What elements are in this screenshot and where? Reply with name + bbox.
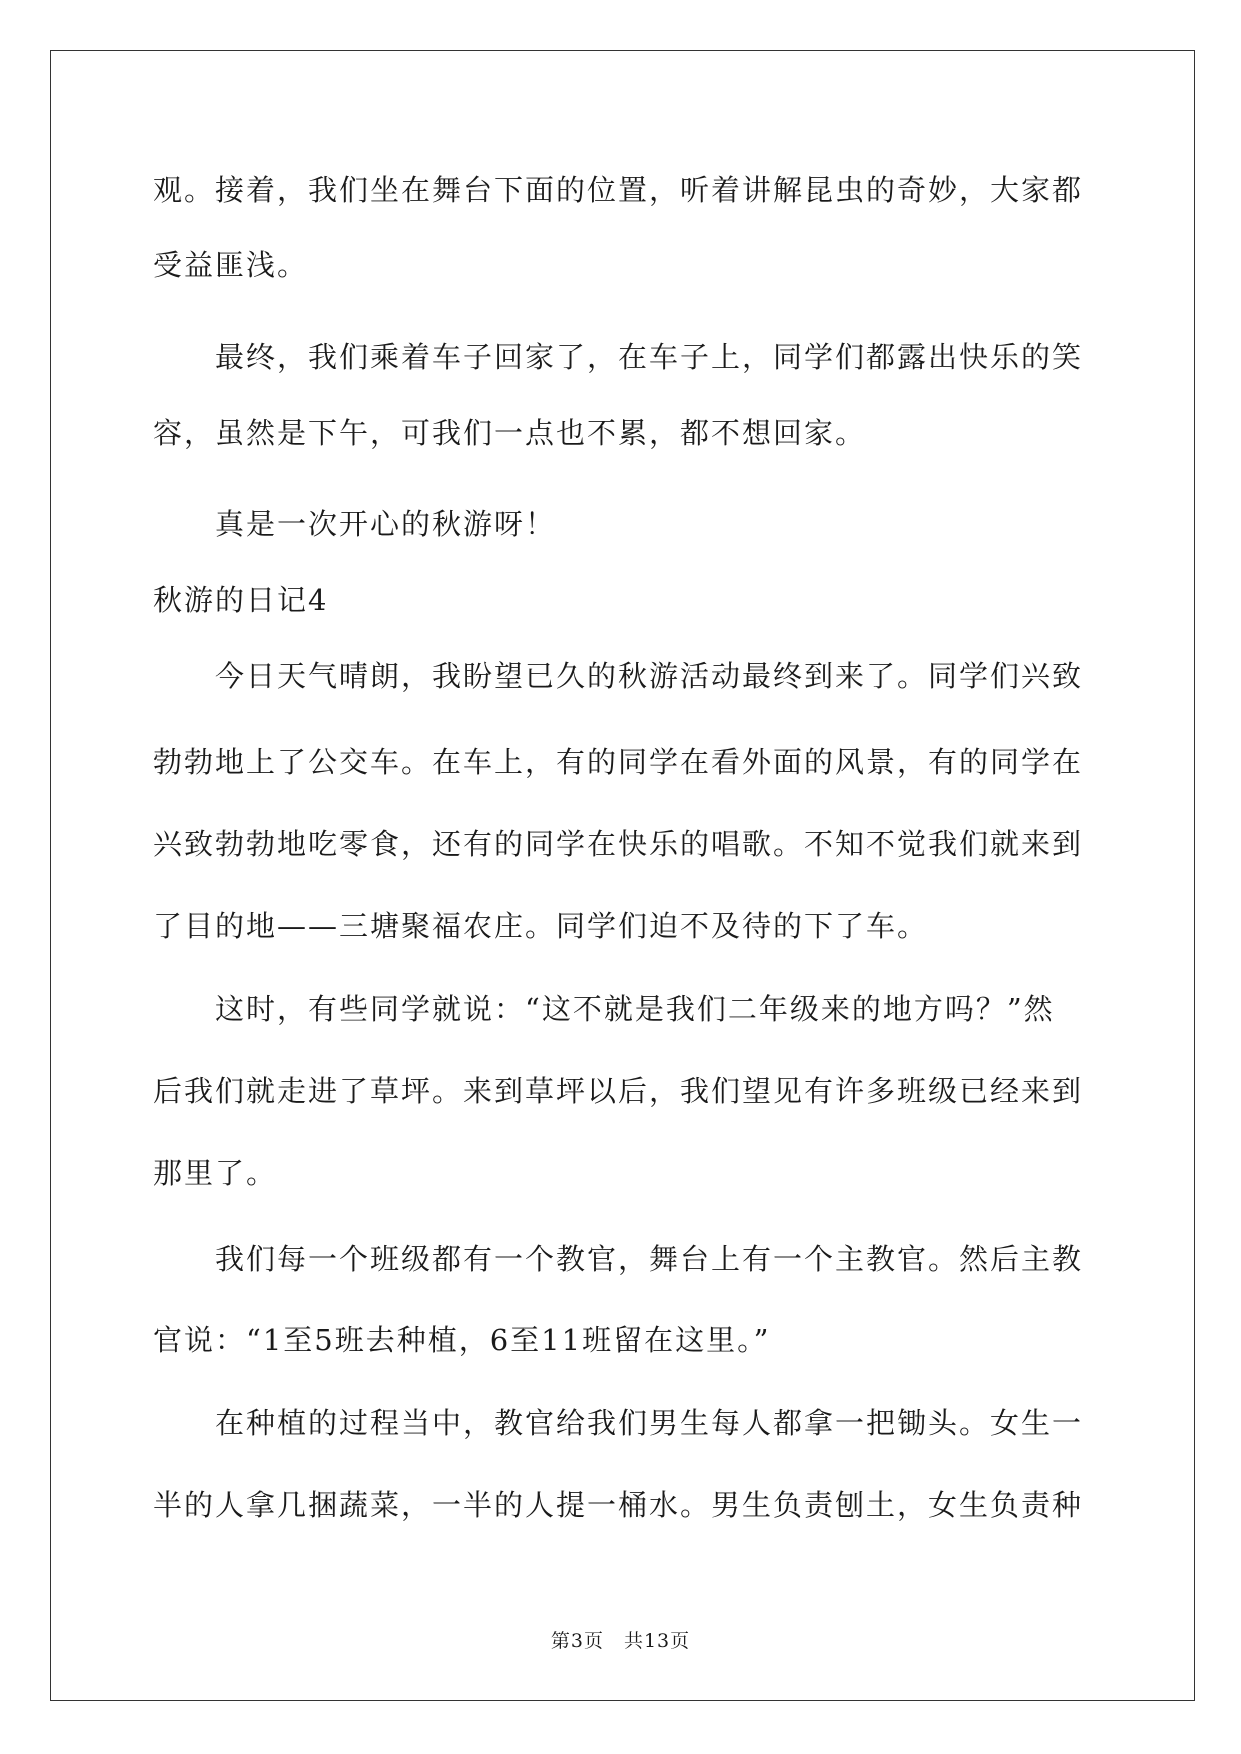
page-border	[50, 50, 1195, 1701]
text-line: 那里了。	[153, 1156, 278, 1190]
text-line: 我们每一个班级都有一个教官，舞台上有一个主教官。然后主教	[153, 1242, 1084, 1276]
text-line: 官说：“1至5班去种植，6至11班留在这里。”	[153, 1323, 771, 1357]
text-line: 最终，我们乘着车子回家了，在车子上，同学们都露出快乐的笑	[153, 340, 1084, 374]
page-footer: 第3页 共13页	[550, 1630, 691, 1652]
section-heading: 秋游的日记4	[153, 583, 329, 617]
text-line: 后我们就走进了草坪。来到草坪以后，我们望见有许多班级已经来到	[153, 1074, 1084, 1108]
text-line: 了目的地——三塘聚福农庄。同学们迫不及待的下了车。	[153, 909, 929, 943]
text-line: 观。接着，我们坐在舞台下面的位置，听着讲解昆虫的奇妙，大家都	[153, 173, 1084, 207]
text-line: 今日天气晴朗，我盼望已久的秋游活动最终到来了。同学们兴致	[153, 659, 1084, 693]
text-line: 受益匪浅。	[153, 248, 309, 282]
text-line: 半的人拿几捆蔬菜，一半的人提一桶水。男生负责刨土，女生负责种	[153, 1488, 1084, 1522]
text-line: 在种植的过程当中，教官给我们男生每人都拿一把锄头。女生一	[153, 1406, 1084, 1440]
text-line: 兴致勃勃地吃零食，还有的同学在快乐的唱歌。不知不觉我们就来到	[153, 827, 1084, 861]
text-line: 真是一次开心的秋游呀！	[153, 507, 557, 541]
text-line: 勃勃地上了公交车。在车上，有的同学在看外面的风景，有的同学在	[153, 745, 1084, 779]
text-line: 这时，有些同学就说：“这不就是我们二年级来的地方吗？”然	[153, 992, 1055, 1026]
text-line: 容，虽然是下午，可我们一点也不累，都不想回家。	[153, 416, 867, 450]
